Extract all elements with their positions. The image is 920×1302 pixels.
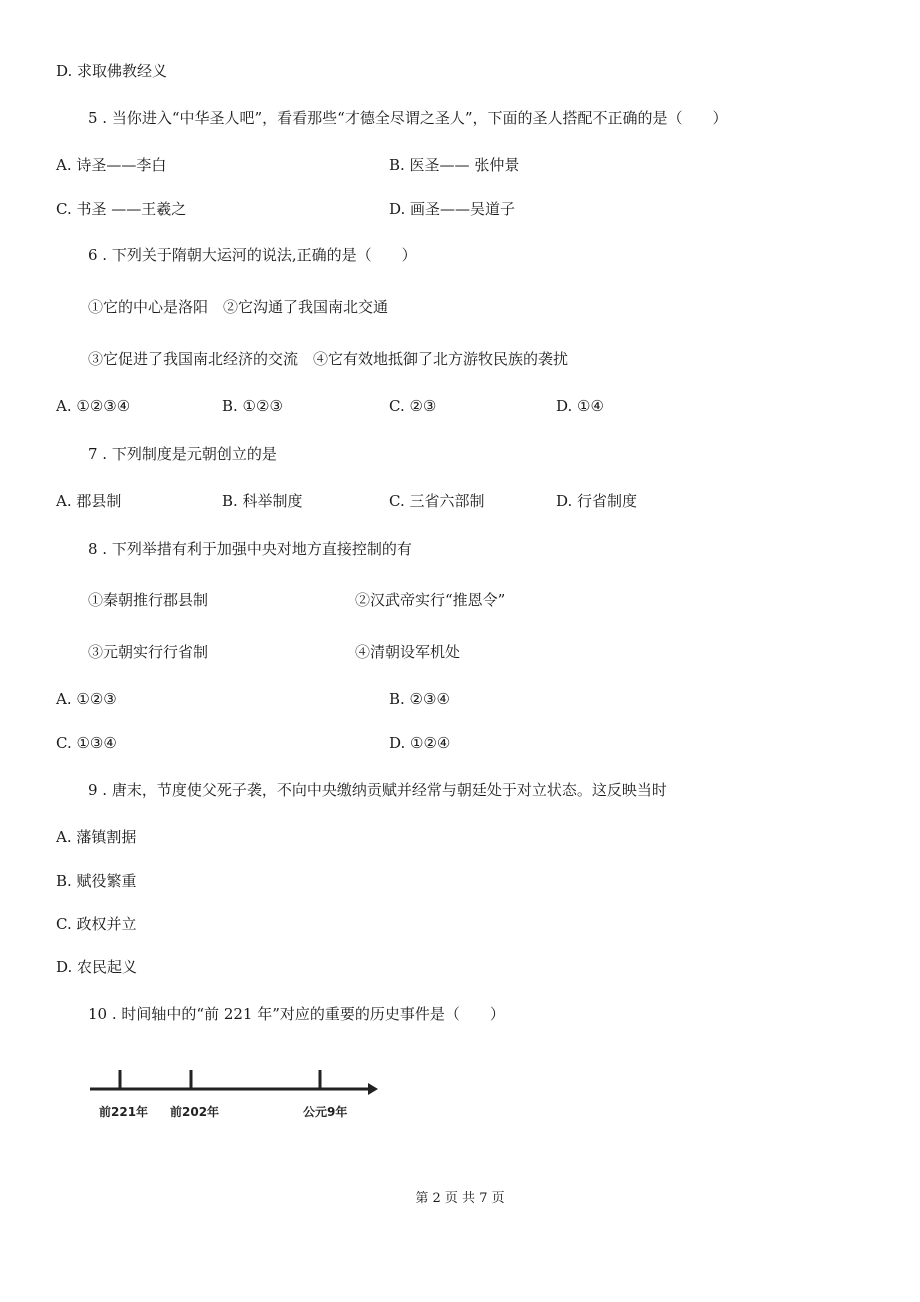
q10-stem: 10 . 时间轴中的“前 221 年”对应的重要的历史事件是（ ）	[88, 1005, 505, 1023]
q6-option-b: B. ①②③	[222, 397, 283, 415]
q8-statement-1: ①秦朝推行郡县制	[88, 591, 209, 609]
q9-option-c: C. 政权并立	[56, 915, 137, 933]
q7-option-c: C. 三省六部制	[389, 492, 485, 510]
q5-option-b: B. 医圣—— 张仲景	[389, 156, 520, 174]
q6-statement-2: ③它促进了我国南北经济的交流 ④它有效地抵御了北方游牧民族的袭扰	[88, 350, 569, 368]
timeline-figure	[88, 1062, 388, 1132]
timeline-label-1: 前221年	[99, 1105, 149, 1119]
page-footer: 第 2 页 共 7 页	[415, 1191, 505, 1206]
q7-stem: 7 . 下列制度是元朝创立的是	[88, 445, 277, 463]
q6-stem: 6 . 下列关于隋朝大运河的说法,正确的是（ ）	[88, 246, 417, 264]
q8-stem: 8 . 下列举措有利于加强中央对地方直接控制的有	[88, 540, 412, 558]
q8-statement-3: ③元朝实行行省制	[88, 643, 209, 661]
q8-option-a: A. ①②③	[56, 690, 117, 708]
q7-option-d: D. 行省制度	[556, 492, 638, 510]
q9-stem: 9 . 唐末，节度使父死子袭，不向中央缴纳贡赋并经常与朝廷处于对立状态。这反映当时	[88, 781, 667, 799]
q7-option-b: B. 科举制度	[222, 492, 303, 510]
q9-option-d: D. 农民起义	[56, 958, 138, 976]
q8-option-b: B. ②③④	[389, 690, 450, 708]
q9-option-a: A. 藩镇割据	[56, 828, 137, 846]
q6-option-c: C. ②③	[389, 397, 437, 415]
q8-option-c: C. ①③④	[56, 734, 117, 752]
q5-option-a: A. 诗圣——李白	[56, 156, 167, 174]
timeline-label-2: 前202年	[170, 1105, 220, 1119]
timeline-arrow-head	[368, 1083, 378, 1095]
q8-statement-4: ④清朝设军机处	[355, 643, 461, 661]
q5-option-d: D. 画圣——吴道子	[389, 200, 516, 218]
q5-option-c: C. 书圣 ——王羲之	[56, 200, 187, 218]
q4-option-d: D. 求取佛教经义	[56, 62, 168, 80]
q6-option-a: A. ①②③④	[56, 397, 131, 415]
q8-statement-2: ②汉武帝实行“推恩令”	[355, 591, 506, 609]
q6-option-d: D. ①④	[556, 397, 604, 415]
timeline-label-3: 公元9年	[303, 1105, 348, 1119]
q5-stem: 5 . 当你进入“中华圣人吧”，看看那些“才德全尽谓之圣人”，下面的圣人搭配不正确的是（ ）	[88, 109, 728, 127]
q9-option-b: B. 赋役繁重	[56, 872, 137, 890]
q6-statement-1: ①它的中心是洛阳 ②它沟通了我国南北交通	[88, 298, 389, 316]
q7-option-a: A. 郡县制	[56, 492, 122, 510]
q8-option-d: D. ①②④	[389, 734, 451, 752]
